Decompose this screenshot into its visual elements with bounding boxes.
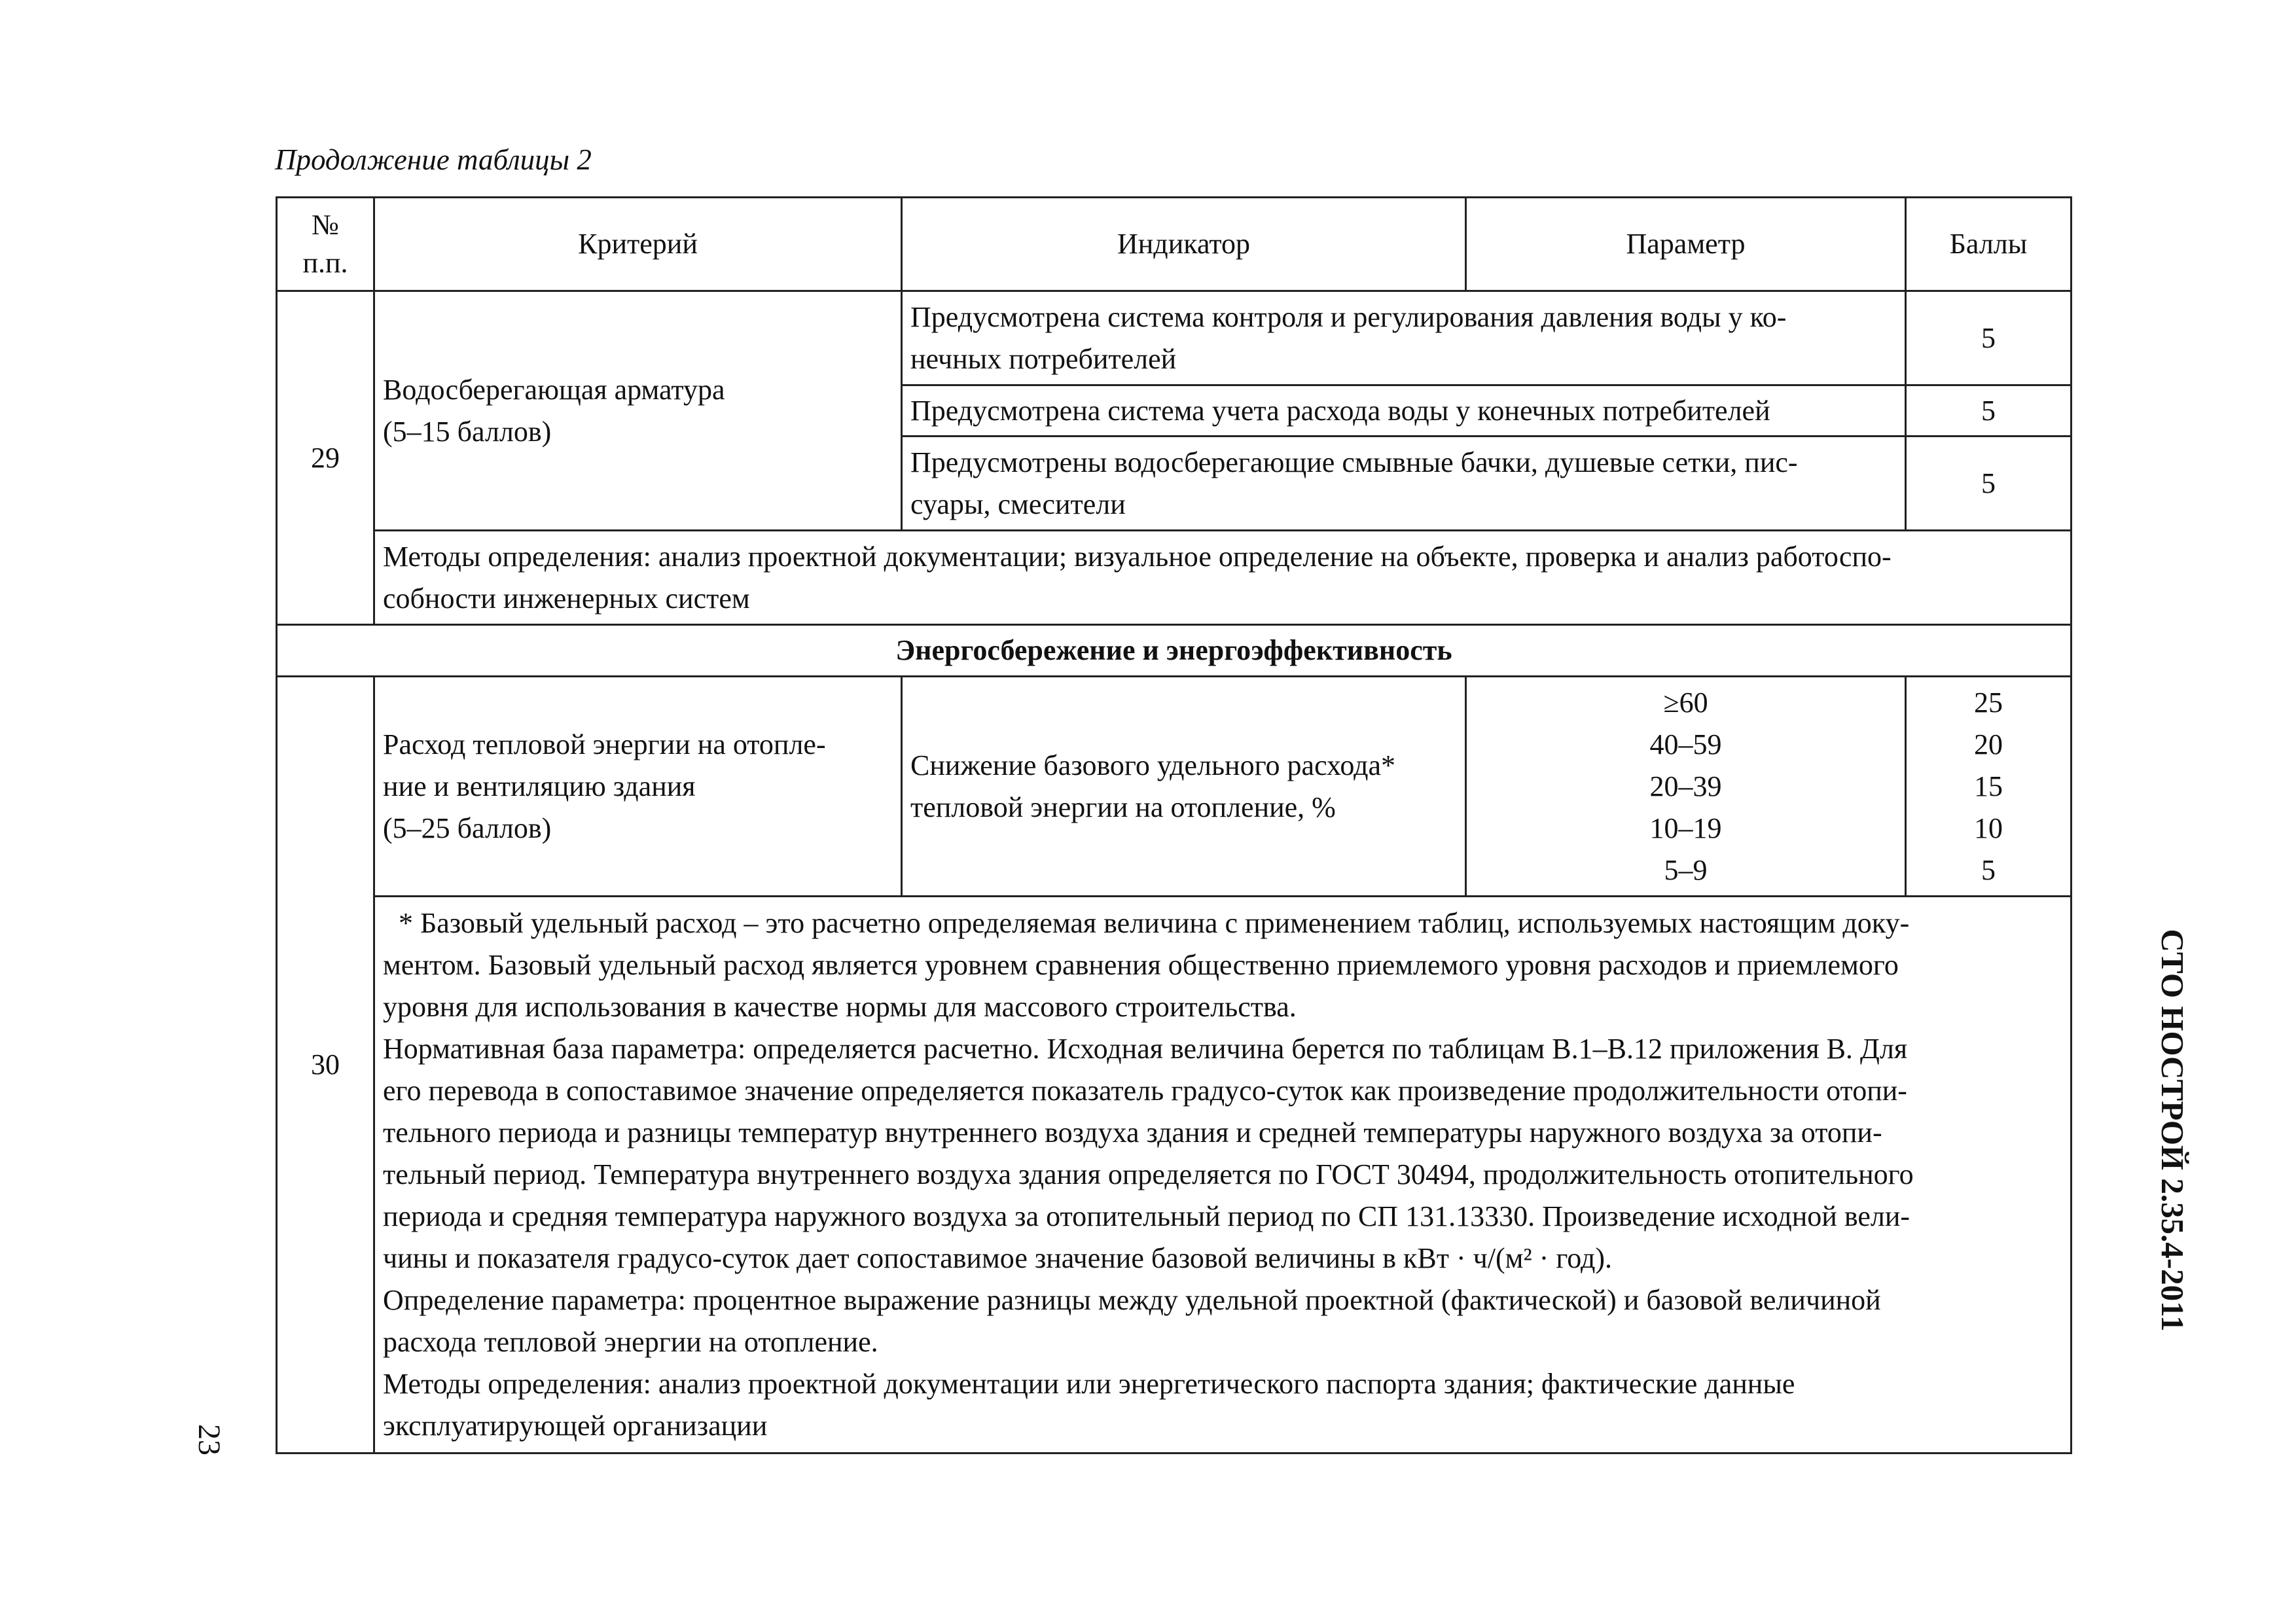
indicator-cell: Предусмотрена система учета расхода воды у конечных потребителей	[902, 385, 1906, 437]
row-number: 30	[277, 677, 374, 1454]
points-cell: 5	[1906, 385, 2072, 437]
header-points: Баллы	[1906, 198, 2072, 291]
points-cell: 5	[1906, 437, 2072, 531]
indicator-cell: Предусмотрены водосберегающие смывные бачки, душевые сетки, пис- суары, смесители	[902, 437, 1906, 531]
note-paragraph: Методы определения: анализ проектной документации или энергетического паспорта здания; фактические данные эксплуатирующей организации	[383, 1368, 1795, 1442]
criterion-cell: Водосберегающая арматура (5–15 баллов)	[374, 291, 902, 531]
section-row	[277, 625, 2072, 677]
note-paragraph: Нормативная база параметра: определяется расчетно. Исходная величина берется по таблицам В.1–В.12 приложения В. Для его перевода в сопоставимое значение определяется показатель градусо-суток как произведение продолжительности отопи- тельного периода и разницы температур внутреннего воздуха здания и средней температуры наружного воздуха за отопи- тельный период. Температура внутреннего воздуха здания определяется по ГОСТ 30494, продолжительность отопительного периода и средняя температура наружного воздуха за отопительный период по СП 131.13330. Произведение исходной вели- чины и показателя градусо-суток дает сопоставимое значение базовой величины в кВт · ч/(м² · год).	[383, 1033, 1914, 1274]
section-title: Энергосбережение и энергоэффективность	[277, 625, 2072, 677]
header-criterion: Критерий	[374, 198, 902, 291]
note-cell	[374, 897, 2072, 1454]
indicator-cell: Предусмотрена система контроля и регулирования давления воды у ко- нечных потребителей	[902, 291, 1906, 385]
table-caption: Продолжение таблицы 2	[275, 143, 592, 176]
header-num: № п.п.	[277, 198, 374, 291]
table-row	[277, 677, 2072, 897]
table-row	[277, 531, 2072, 625]
row-number: 29	[277, 291, 374, 625]
document-code-label	[1823, 929, 2296, 1332]
points-cell: 5	[1906, 291, 2072, 385]
points-cell: 25 20 15 10 5	[1906, 677, 2072, 897]
table-header-row	[277, 198, 2072, 291]
table-row	[277, 291, 2072, 385]
header-indicator: Индикатор	[902, 198, 1466, 291]
indicator-cell: Снижение базового удельного расхода* тепловой энергии на отопление, %	[902, 677, 1466, 897]
criterion-cell: Расход тепловой энергии на отопле- ние и вентиляцию здания (5–25 баллов)	[374, 677, 902, 897]
methods-cell: Методы определения: анализ проектной документации; визуальное определение на объекте, проверка и анализ работоспо- собности инженерных систем	[374, 531, 2072, 625]
document-code-text: СТО НОСТРОЙ 2.35.4-2011	[2155, 929, 2191, 1332]
table-row	[277, 897, 2072, 1454]
note-paragraph: * Базовый удельный расход – это расчетно определяемая величина с применением таблиц, используемых настоящим доку- ментом. Базовый удельный расход является уровнем сравнения общественно приемлемого уровня расходов и приемлемого уровня для использования в качестве нормы для массового строительства.	[383, 907, 1910, 1023]
page-number: 23	[192, 1424, 227, 1455]
parameter-cell: ≥60 40–59 20–39 10–19 5–9	[1466, 677, 1906, 897]
criteria-table	[276, 196, 2072, 1454]
header-parameter: Параметр	[1466, 198, 1906, 291]
note-paragraph: Определение параметра: процентное выражение разницы между удельной проектной (фактической) и базовой величиной расхода тепловой энергии на отопление.	[383, 1284, 1881, 1358]
